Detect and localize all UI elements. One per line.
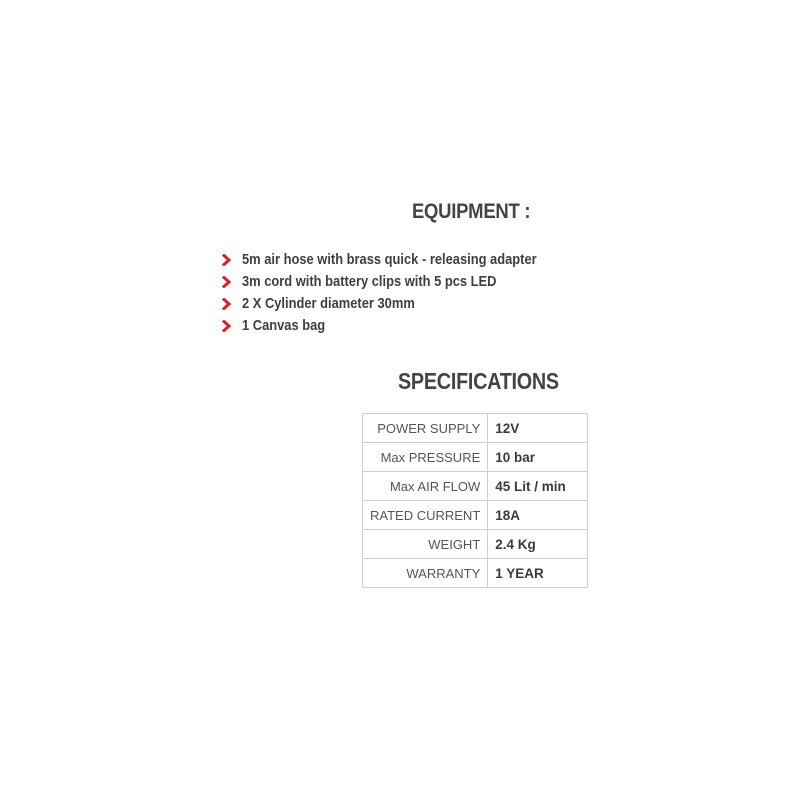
spec-label: Max AIR FLOW (363, 472, 488, 501)
spec-value: 2.4 Kg (488, 530, 588, 559)
table-row (363, 472, 588, 501)
spec-label: WARRANTY (363, 559, 488, 588)
spec-value: 1 YEAR (488, 559, 588, 588)
table-row (363, 501, 588, 530)
specifications-heading: SPECIFICATIONS (398, 368, 559, 394)
table-row (363, 443, 588, 472)
chevron-right-icon (222, 315, 242, 337)
list-item (222, 271, 585, 293)
list-item (222, 293, 585, 315)
list-item (222, 249, 585, 271)
chevron-right-icon (222, 249, 242, 271)
equipment-item-text: 5m air hose with brass quick - releasing adapter (242, 251, 537, 268)
chevron-right-icon (222, 271, 242, 293)
list-item (222, 315, 585, 337)
equipment-heading: EQUIPMENT : (412, 200, 531, 223)
spec-label: POWER SUPPLY (363, 414, 488, 443)
equipment-item-text: 3m cord with battery clips with 5 pcs LED (242, 273, 497, 290)
spec-label: Max PRESSURE (363, 443, 488, 472)
equipment-list (222, 249, 585, 337)
spec-value: 12V (488, 414, 588, 443)
table-row (363, 530, 588, 559)
spec-value: 45 Lit / min (488, 472, 588, 501)
chevron-right-icon (222, 293, 242, 315)
spec-value: 10 bar (488, 443, 588, 472)
spec-label: WEIGHT (363, 530, 488, 559)
specifications-table (362, 413, 588, 588)
equipment-item-text: 1 Canvas bag (242, 317, 326, 334)
spec-label: RATED CURRENT (363, 501, 488, 530)
table-row (363, 559, 588, 588)
equipment-item-text: 2 X Cylinder diameter 30mm (242, 295, 415, 312)
spec-value: 18A (488, 501, 588, 530)
table-row (363, 414, 588, 443)
